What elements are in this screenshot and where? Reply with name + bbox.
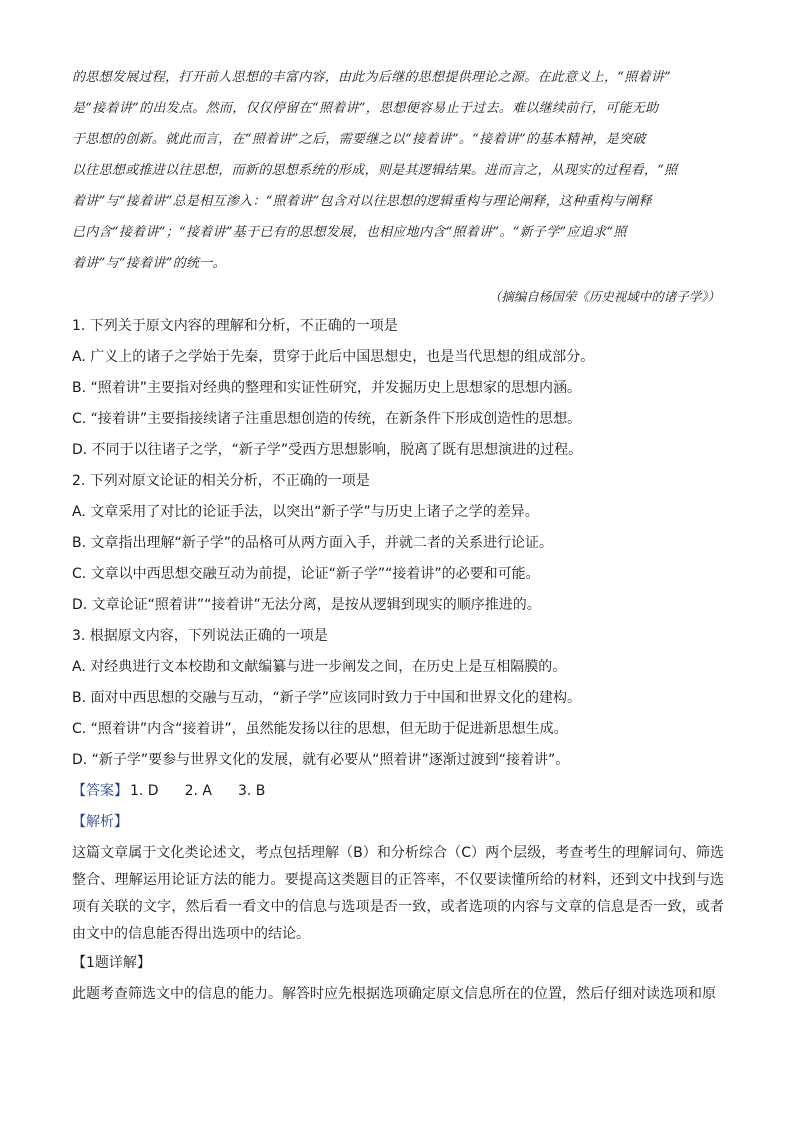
- detail-tag: 【1题详解】: [72, 955, 151, 971]
- passage-line: 于思想的创新。就此而言，在“照着讲”之后，需要继之以“接着讲”。“接着讲”的基本精神，是突破: [72, 132, 646, 147]
- answer-value: 2. A: [184, 783, 212, 799]
- passage-line: 已内含“接着讲”；“接着讲”基于已有的思想发展，也相应地内含“照着讲”。“新子学”应追求“照: [72, 225, 627, 240]
- question-stem: 2. 下列对原文论证的相关分析，不正确的一项是: [72, 473, 370, 489]
- detail-heading: [72, 948, 724, 979]
- answer-value: 3. B: [237, 783, 266, 799]
- passage-line: 以往思想或推进以往思想，而新的思想系统的形成，则是其逻辑结果。进而言之，从现实的过程看，“照: [72, 163, 678, 178]
- answer-row: [72, 776, 724, 807]
- question-option: B. 面对中西思想的交融与互动，“新子学”应该同时致力于中国和世界文化的建构。: [72, 690, 582, 706]
- question-option: B. 文章指出理解“新子学”的品格可从两方面入手，并就二者的关系进行论证。: [72, 535, 554, 551]
- passage-line: 着讲”与“接着讲”的统一。: [72, 256, 226, 271]
- question-option: C. “照着讲”内含“接着讲”，虽然能发扬以往的思想，但无助于促进新思想生成。: [72, 721, 568, 737]
- analysis-heading: [72, 807, 724, 838]
- question-option: A. 文章采用了对比的论证手法，以突出“新子学”与历史上诸子之学的差异。: [72, 504, 539, 520]
- question-stem: 3. 根据原文内容，下列说法正确的一项是: [72, 628, 328, 644]
- question-option: A. 对经典进行文本校勘和文献编纂与进一步阐发之间，在历史上是互相隔膜的。: [72, 659, 567, 675]
- question-option: B. “照着讲”主要指对经典的整理和实证性研究，并发掘历史上思想家的思想内涵。: [72, 380, 582, 396]
- analysis-text: 这篇文章属于文化类论述文，考点包括理解（B）和分析综合（C）两个层级，考查考生的理解词句、筛选整合、理解运用论证方法的能力。要提高这类题目的正答率，不仅要读懂所给的材料，还到文中找到与选项有关联的文字，然后看一看文中的信息与选项是否一致，或者选项的内容与文章的信息是否一致，或者由文中的信息能否得出选项中的结论。: [72, 845, 724, 942]
- passage-excerpt: [72, 62, 722, 279]
- question-option: D. 不同于以往诸子之学，“新子学”受西方思想影响，脱离了既有思想演进的过程。: [72, 442, 583, 458]
- question-option: C. 文章以中西思想交融互动为前提，论证“新子学”“接着讲”的必要和可能。: [72, 566, 540, 582]
- passage-line: 的思想发展过程，打开前人思想的丰富内容，由此为后继的思想提供理论之源。在此意义上，“照着讲”: [72, 70, 672, 85]
- answer-value: 1. D: [130, 783, 159, 799]
- question-option: D. 文章论证“照着讲”“接着讲”无法分离，是按从逻辑到现实的顺序推进的。: [72, 597, 541, 613]
- passage-line: 是“接着讲”的出发点。然而，仅仅停留在“照着讲”，思想便容易止于过去。难以继续前行，可能无助: [72, 101, 659, 116]
- question-stem: 1. 下列关于原文内容的理解和分析，不正确的一项是: [72, 318, 398, 334]
- answer-tag: 【答案】: [72, 783, 128, 799]
- question-option: C. “接着讲”主要指接续诸子注重思想创造的传统，在新条件下形成创造性的思想。: [72, 411, 582, 427]
- passage-line: 着讲”与“接着讲”总是相互渗入：“照着讲”包含对以往思想的逻辑重构与理论阐释，这种重构与阐释: [72, 194, 653, 209]
- answer-values: [130, 783, 291, 799]
- question-option: A. 广义上的诸子之学始于先秦，贯穿于此后中国思想史，也是当代思想的组成部分。: [72, 349, 595, 365]
- detail-text: 此题考查筛选文中的信息的能力。解答时应先根据选项确定原文信息所在的位置，然后仔细对读选项和原: [72, 986, 716, 1002]
- analysis-tag: 【解析】: [72, 814, 128, 830]
- questions-section: [72, 311, 724, 1010]
- passage-source: （摘编自杨国荣《历史视域中的诸子学》）: [488, 289, 720, 304]
- question-option: D. “新子学”要参与世界文化的发展，就有必要从“照着讲”逐渐过渡到“接着讲”。: [72, 752, 570, 768]
